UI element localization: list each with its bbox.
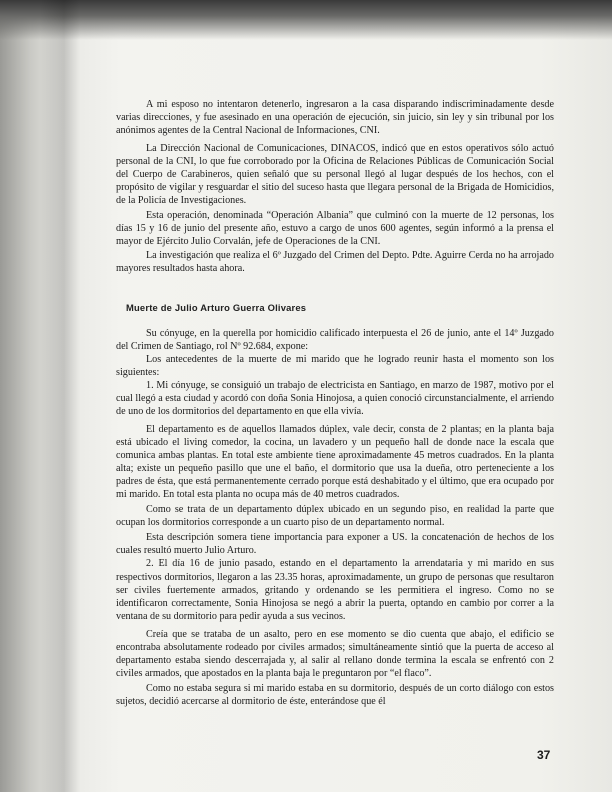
paragraph: 1. Mi cónyuge, se consiguió un trabajo de electricista en Santiago, en marzo de 1987, motivo por el cual llegó a esta ciudad y acordó con doña Sonia Hinojosa, a quien conoció circunstancialmente, el arriendo de uno de los dormitorios del departamento en que ella vivía.	[116, 379, 554, 417]
paragraph: 2. El día 16 de junio pasado, estando en el departamento la arrendataria y mi marido en sus respectivos dormitorios, llegaron a las 23.35 horas, aproximadamente, un grupo de personas que resultaron ser civiles fuertemente armados, gritando y ordenando se les permitiera el ingreso. Como no se identificaron correctamente, Sonia Hinojosa se negó a abrir la puerta, optando en cambio por correr a la ventana de su dormitorio para pedir ayuda a sus vecinos.	[116, 558, 554, 622]
paragraph: Como no estaba segura si mi marido estaba en su dormitorio, después de un corto diálogo con estos sujetos, decidió acercarse al dormitorio de éste, enterándose que él	[116, 682, 554, 707]
paragraph: Su cónyuge, en la querella por homicidio calificado interpuesta el 26 de junio, ante el 14º Juzgado del Crimen de Santiago, rol Nº 92.684, expone:	[116, 327, 554, 352]
page-body	[116, 98, 554, 708]
paragraph: Como se trata de un departamento dúplex ubicado en un segundo piso, en realidad la parte que ocupan los dormitorios corresponde a un cuarto piso de un departamento normal.	[116, 504, 554, 529]
paragraph: La Dirección Nacional de Comunicaciones, DINACOS, indicó que en estos operativos sólo actuó personal de la CNI, lo que fue corroborado por la Oficina de Relaciones Públicas de Comunicación Social del Cuerpo de Carabineros, quien señaló que su personal llegó al lugar después de los hechos, con el propósito de vigilar y resguardar el sitio del suceso hasta que llegara personal de la Brigada de Homicidios, de la Policía de Investigaciones.	[116, 143, 554, 207]
paragraph: El departamento es de aquellos llamados dúplex, vale decir, consta de 2 plantas; en la planta baja está ubicado el living comedor, la cocina, un lavadero y un pequeño hall de donde nace la escala que comunica ambas plantas. En total este ambiente tiene aproximadamente 45 metros cuadrados. En la planta alta; existe un pequeño pasillo que une el baño, el dormitorio que usa la dueña, otro perteneciente a los padres de ésta, que está permanentemente cerrado porque está deshabitado y el último, que era ocupado por mi marido. En total esta planta no ocupa más de 40 metros cuadrados.	[116, 423, 554, 501]
paragraph: Creía que se trataba de un asalto, pero en ese momento se dio cuenta que abajo, el edificio se encontraba absolutamente rodeado por civiles armados; simultáneamente sintió que la puerta de acceso al departamento estaba siendo descerrajada y, al salir al rellano donde termina la escala se enfrentó con 2 civiles armados, que apostados en la planta baja le preguntaron por “el flaco”.	[116, 628, 554, 679]
paragraph: Esta operación, denominada “Operación Albania” que culminó con la muerte de 12 personas, los días 15 y 16 de junio del presente año, estuvo a cargo de unos 600 agentes, según informó a la prensa el mayor de Ejército Julio Corvalán, jefe de Operaciones de la CNI.	[116, 210, 554, 248]
paragraph: Esta descripción somera tiene importancia para exponer a US. la concatenación de hechos de los cuales resultó muerto Julio Arturo.	[116, 532, 554, 557]
page-number: 37	[537, 748, 551, 762]
paragraph: La investigación que realiza el 6º Juzgado del Crimen del Depto. Pdte. Aguirre Cerda no ha arrojado mayores resultados hasta ahora.	[116, 249, 554, 274]
binding-shadow	[40, 0, 80, 792]
paragraph: A mi esposo no intentaron detenerlo, ingresaron a la casa disparando indiscriminadamente desde varias direcciones, y fue asesinado en una operación de ejecución, sin juicio, sin ley y sin tribunal por los anónimos agentes de la Central Nacional de Informaciones, CNI.	[116, 99, 554, 137]
paragraph: Los antecedentes de la muerte de mi marido que he logrado reunir hasta el momento son los siguientes:	[116, 353, 554, 378]
scan-top-edge	[0, 0, 612, 40]
section-heading: Muerte de Julio Arturo Guerra Olivares	[126, 301, 307, 313]
